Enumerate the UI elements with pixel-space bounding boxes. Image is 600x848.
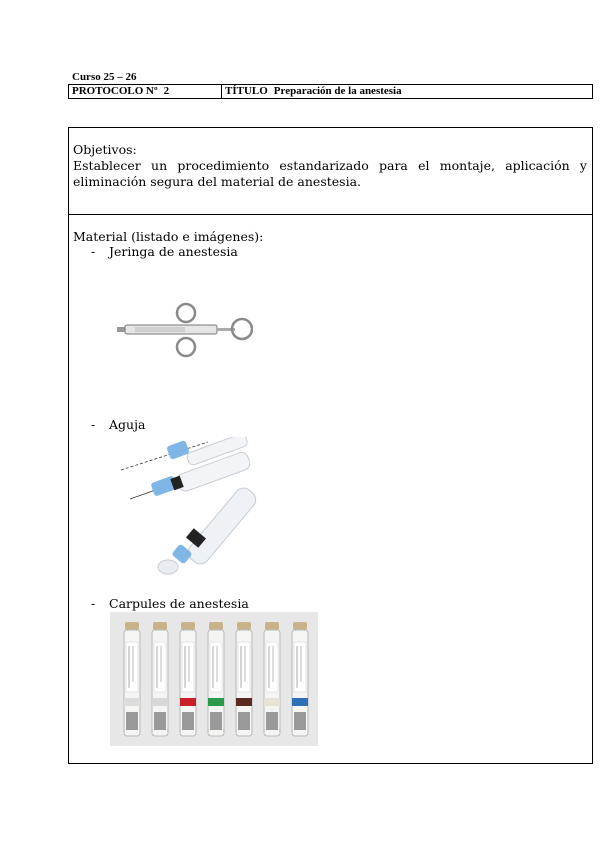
cartridge-cap — [181, 622, 195, 630]
protocol-header — [68, 84, 593, 99]
course-label: Curso 25 – 26 — [72, 71, 137, 83]
cartridge-color-band — [124, 698, 140, 706]
finger-ring-bottom — [177, 338, 195, 356]
cartridge-label — [182, 642, 194, 692]
cartridge-color-band — [180, 698, 196, 706]
cartridge-label — [238, 642, 250, 692]
cartridge-plunger — [266, 712, 278, 730]
cartridge-color-band — [264, 698, 280, 706]
list-dash: - — [91, 417, 96, 432]
cartridge-color-band — [208, 698, 224, 706]
cartridge-plunger — [154, 712, 166, 730]
cartridge-color-band — [292, 698, 308, 706]
needle-cap-3 — [185, 484, 260, 567]
cartridge-cap — [265, 622, 279, 630]
title-value: Preparación de la anestesia — [273, 85, 402, 97]
cartridge-cap — [209, 622, 223, 630]
cartridge-label — [266, 642, 278, 692]
cartridge-plunger — [238, 712, 250, 730]
cartridge-label — [126, 642, 138, 692]
cartridge-plunger — [182, 712, 194, 730]
cartridge-plunger — [294, 712, 306, 730]
objectives-heading: Objetivos: — [73, 142, 137, 157]
list-item — [91, 417, 145, 433]
cartridge-label — [154, 642, 166, 692]
title-cell — [222, 85, 592, 98]
syringe-window — [135, 327, 185, 332]
list-dash: - — [91, 244, 96, 259]
cartridge-plunger — [126, 712, 138, 730]
cartridge-plunger — [210, 712, 222, 730]
list-item — [91, 596, 249, 612]
protocol-label: PROTOCOLO Nº — [72, 85, 158, 97]
protocol-number: 2 — [163, 85, 170, 97]
objectives-text: Establecer un procedimiento estandarizado para el montaje, aplicación y eliminación segura del material de anestesia. — [73, 158, 587, 189]
list-item-label: Jeringa de anestesia — [109, 244, 238, 259]
cartridge-color-band — [152, 698, 168, 706]
needles-image — [116, 437, 276, 579]
needle-hub-1 — [166, 440, 190, 460]
cartridge-cap — [125, 622, 139, 630]
materials-section — [68, 214, 593, 764]
cartridge-label — [294, 642, 306, 692]
cartridges-image — [110, 612, 318, 746]
needle-cap-end — [158, 560, 178, 574]
cartridge-label — [210, 642, 222, 692]
objectives-section — [68, 127, 593, 215]
list-dash: - — [91, 596, 96, 611]
materials-heading: Material (listado e imágenes): — [73, 229, 264, 244]
cartridge-cap — [153, 622, 167, 630]
title-label: TÍTULO — [225, 85, 268, 97]
cartridge-cap — [293, 622, 307, 630]
finger-ring-top — [177, 304, 195, 322]
cartridge-color-band — [236, 698, 252, 706]
list-item — [91, 244, 238, 260]
syringe-image — [113, 299, 253, 361]
protocol-number-cell — [69, 85, 222, 98]
list-item-label: Carpules de anestesia — [109, 596, 249, 611]
list-item-label: Aguja — [109, 417, 146, 432]
cartridge-cap — [237, 622, 251, 630]
